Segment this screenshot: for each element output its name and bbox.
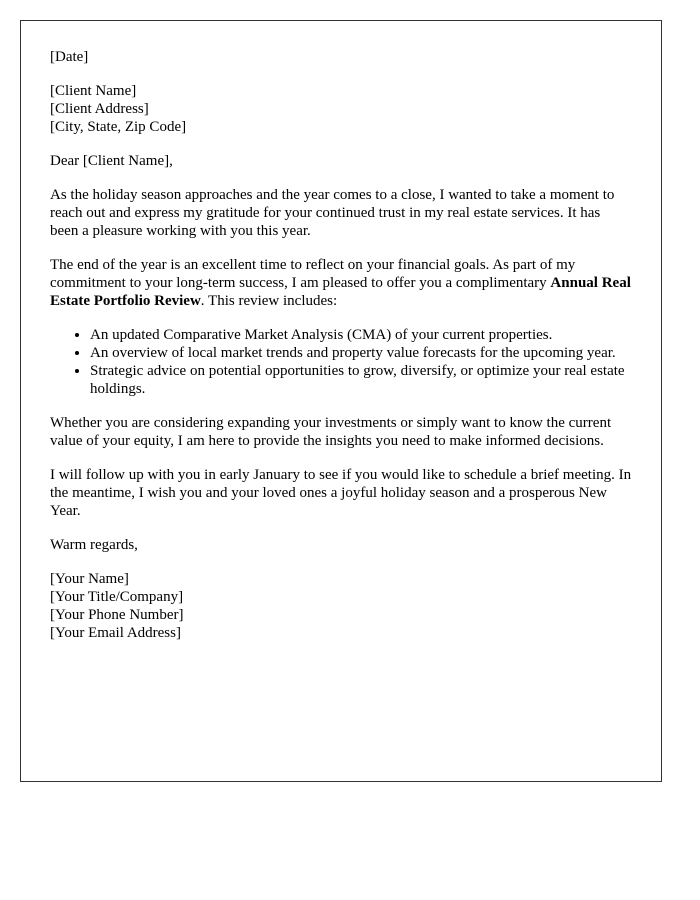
list-item: • An updated Comparative Market Analysis (CMA) of your current properties. bbox=[90, 326, 632, 344]
list-item: • An overview of local market trends and property value forecasts for the upcoming year. bbox=[90, 344, 632, 362]
paragraph-offer bbox=[50, 256, 632, 310]
sender-name: [Your Name] bbox=[50, 571, 129, 587]
date: [Date] bbox=[50, 49, 89, 65]
offer-text: The end of the year is an excellent time to reflect on your financial goals. As part of my commitment to your long-term success, I am pleased to offer you a complimentary bbox=[50, 257, 576, 291]
review-list bbox=[50, 326, 632, 398]
sender-phone: [Your Phone Number] bbox=[50, 607, 184, 623]
client-city: [City, State, Zip Code] bbox=[50, 119, 187, 135]
closing: Warm regards, bbox=[50, 537, 138, 553]
recipient-block bbox=[50, 82, 632, 136]
letter bbox=[20, 20, 662, 782]
paragraph-followup: I will follow up with you in early January to see if you would like to schedule a brief meeting. In the meantime, I wish you and your loved ones a joyful holiday season and a prosperous New Year. bbox=[50, 467, 632, 519]
client-name: [Client Name] bbox=[50, 83, 137, 99]
sender-email: [Your Email Address] bbox=[50, 625, 181, 641]
paragraph-insights: Whether you are considering expanding your investments or simply want to know the current value of your equity, I am here to provide the insights you need to make informed decisions. bbox=[50, 415, 612, 449]
signature-block bbox=[50, 570, 632, 642]
sender-title: [Your Title/Company] bbox=[50, 589, 184, 605]
paragraph-intro: As the holiday season approaches and the year comes to a close, I wanted to take a moment to reach out and express my gratitude for your continued trust in my real estate services. It has been a pleasure working with you this year. bbox=[50, 187, 615, 239]
offer-text-end: . This review includes: bbox=[200, 293, 338, 309]
client-address: [Client Address] bbox=[50, 101, 149, 117]
salutation: Dear [Client Name], bbox=[50, 153, 173, 169]
review-name: Annual Real Estate Portfolio Review bbox=[50, 275, 631, 309]
list-item: • Strategic advice on potential opportunities to grow, diversify, or optimize your real estate holdings. bbox=[90, 362, 632, 398]
